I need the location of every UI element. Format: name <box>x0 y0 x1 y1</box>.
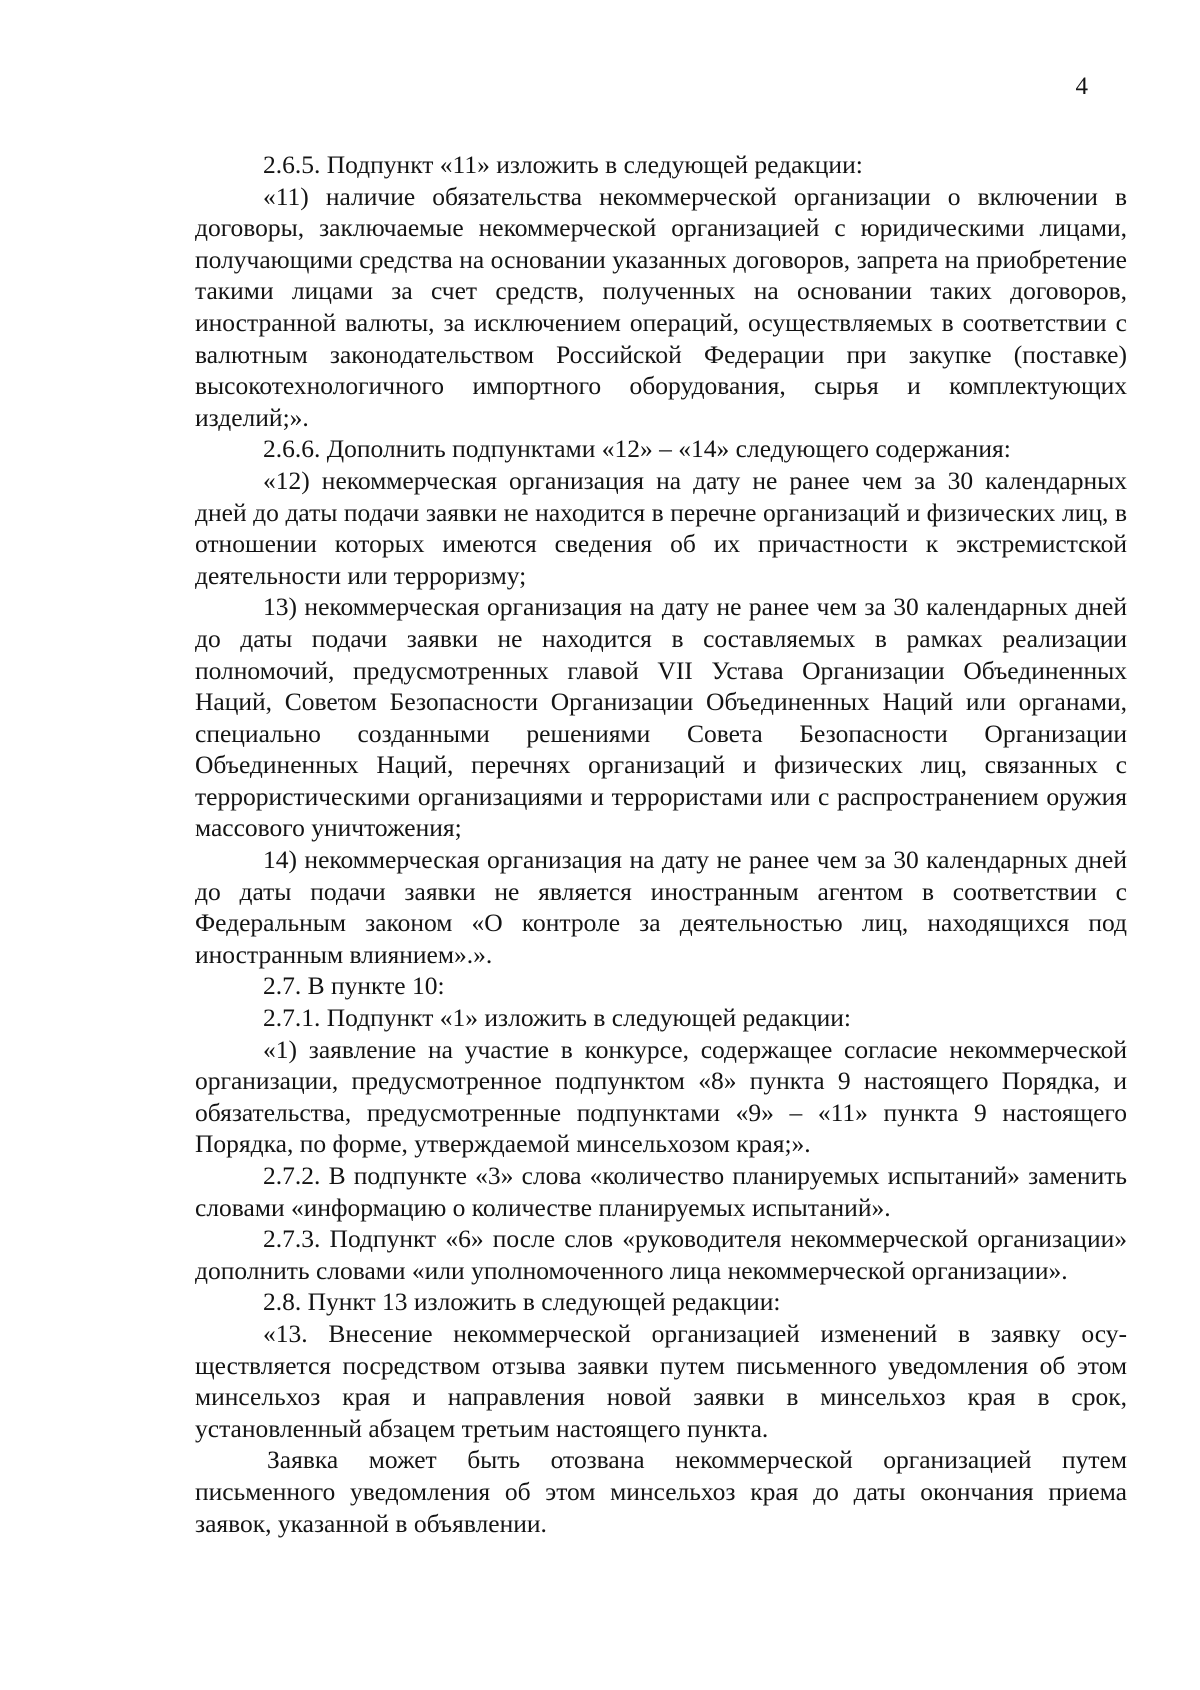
page-number: 4 <box>1075 73 1088 100</box>
paragraph-2-7-3: 2.7.3. Подпункт «6» после слов «руководителя некоммерческой организации» дополнить словами «или уполномоченного лица некоммерческой организации». <box>195 1224 1127 1285</box>
document-body <box>195 149 1127 1539</box>
paragraph-subclause-11: «11) наличие обязательства некоммерческой организации о включении в договоры, заключаемые некоммерческой организацией с юридическими лицами, получающими средства на основании указанных договоров, запрета на приобретение такими лицами за счет средств, полученных на основании таких договоров, иностранной валюты, за исключением операций, осуществляемых в соответствии с валютным законодательством Российской Федерации при закупке (поставке) высокотехнологичного импортного оборудования, сырья и комплектующих изделий;». <box>195 181 1127 432</box>
paragraph-2-6-5: 2.6.5. Подпункт «11» изложить в следующей редакции: <box>263 150 863 179</box>
paragraph-2-7-1: 2.7.1. Подпункт «1» изложить в следующей редакции: <box>263 1003 851 1033</box>
paragraph-withdrawal: Заявка может быть отозвана некоммерческой организацией путем письменного уведомления об этом минсельхоз края до даты окончания приема заявок, указанной в объявлении. <box>195 1445 1127 1538</box>
paragraph-subclause-13: 13) некоммерческая организация на дату не ранее чем за 30 календарных дней до даты подачи заявки не находится в составляемых в рамках реализации полномочий, предусмотренных главой VII Устава Организации Объединенных Наций, Советом Безопасности Организации Объединенных Наций или органами, специально созданными решениями Совета Безопасности Организации Объединенных Наций, перечнях организаций и физических лиц, связанных с террористическими организациями и террористами или с распространением оружия массового уничтожения; <box>195 592 1127 843</box>
paragraph-clause-13: «13. Внесение некоммерческой организацией изменений в заявку осуществляется посредством отзыва заявки путем письменного уведомления об этом минсельхоз края и направления новой заявки в минсельхоз края в срок, установленный абзацем третьим настоящего пункта. <box>195 1318 1127 1443</box>
paragraph-2-6-6: 2.6.6. Дополнить подпунктами «12» – «14» следующего содержания: <box>263 434 1011 464</box>
paragraph-subclause-14: 14) некоммерческая организация на дату не ранее чем за 30 календарных дней до даты подачи заявки не является иностранным агентом в соответствии с Федеральным законом «О контроле за деятельностью лиц, находящихся под иностранным влиянием».». <box>195 845 1127 969</box>
paragraph-2-8: 2.8. Пункт 13 изложить в следующей редакции: <box>263 1287 781 1317</box>
paragraph-2-7-2: 2.7.2. В подпункте «3» слова «количество планируемых испытаний» заменить словами «информацию о количестве планируемых испытаний». <box>195 1161 1127 1222</box>
paragraph-2-7: 2.7. В пункте 10: <box>263 971 445 1001</box>
paragraph-subclause-12: «12) некоммерческая организация на дату не ранее чем за 30 календарных дней до даты подачи заявки не находится в перечне организаций и физических лиц, в отношении которых имеются сведения об их причастности к экстремистской деятельности или терроризму; <box>195 465 1127 590</box>
paragraph-subclause-1: «1) заявление на участие в конкурсе, содержащее согласие некоммерческой организации, предусмотренное подпунктом «8» пункта 9 настоящего Порядка, и обязательства, предусмотренные подпунктами «9» – «11» пункта 9 настоящего Порядка, по форме, утверждаемой минсельхозом края;». <box>195 1034 1127 1159</box>
